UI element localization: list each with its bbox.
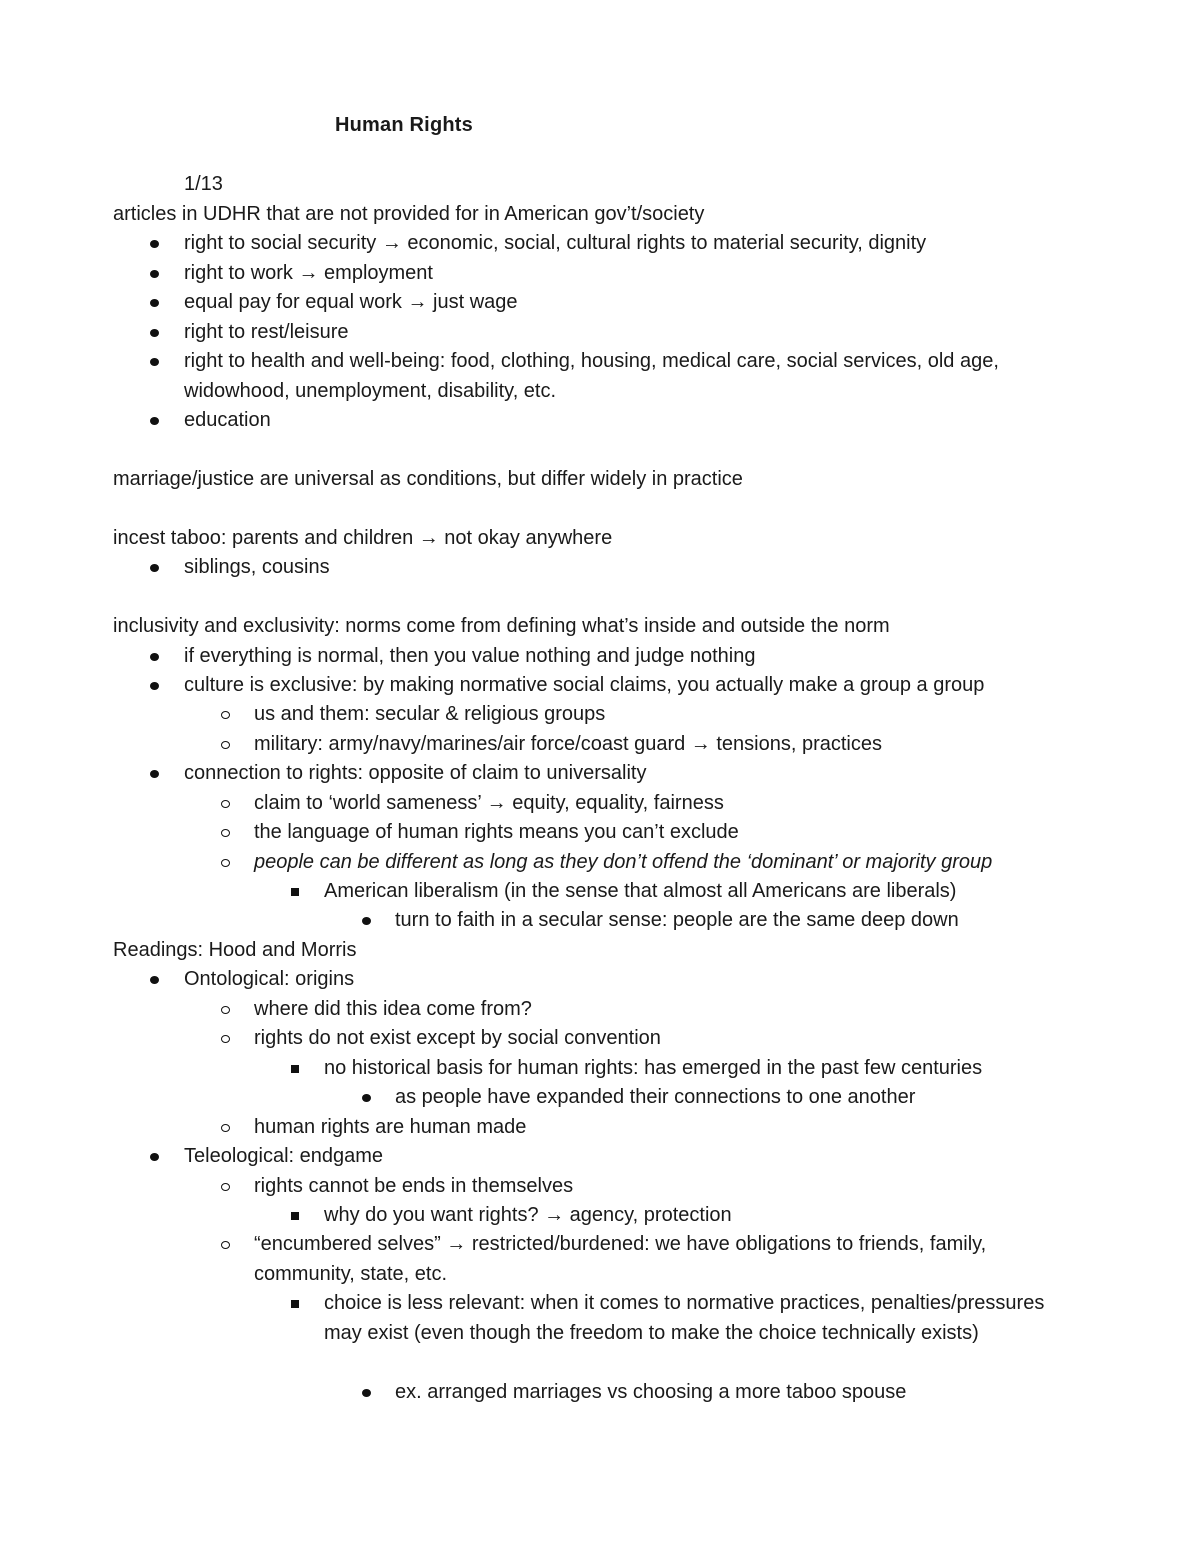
note-line: inclusivity and exclusivity: norms come from defining what’s inside and outside the norm <box>113 615 890 637</box>
disc-bullet-icon <box>150 329 159 337</box>
list-item-italic: people can be different as long as they don’t offend the ‘dominant’ or majority group <box>254 851 993 873</box>
disc-bullet-icon <box>150 976 159 984</box>
note-line: articles in UDHR that are not provided for in American gov’t/society <box>113 203 705 225</box>
document-title: Human Rights <box>335 114 473 136</box>
circle-bullet-icon <box>221 800 230 808</box>
list-item: turn to faith in a secular sense: people are the same deep down <box>395 909 959 931</box>
list-item: “encumbered selves” → restricted/burdened: we have obligations to friends, family, community, state, etc. <box>254 1233 987 1285</box>
disc-bullet-icon <box>150 770 159 778</box>
note-line: marriage/justice are universal as conditions, but differ widely in practice <box>113 468 743 490</box>
list-item: right to work → employment <box>184 262 433 284</box>
list-item: connection to rights: opposite of claim to universality <box>184 762 647 784</box>
list-item: the language of human rights means you can’t exclude <box>254 821 739 843</box>
circle-bullet-icon <box>221 1035 230 1043</box>
square-bullet-icon <box>291 1065 299 1073</box>
disc-bullet-icon <box>150 417 159 425</box>
square-bullet-icon <box>291 888 299 896</box>
square-bullet-icon <box>291 1300 299 1308</box>
disc-bullet-icon <box>150 682 159 690</box>
list-item: military: army/navy/marines/air force/coast guard → tensions, practices <box>254 733 882 755</box>
list-item: Ontological: origins <box>184 968 355 990</box>
list-item: ex. arranged marriages vs choosing a more taboo spouse <box>395 1381 907 1403</box>
circle-bullet-icon <box>221 1006 230 1014</box>
list-item: right to rest/leisure <box>184 321 349 343</box>
list-item: rights cannot be ends in themselves <box>254 1175 574 1197</box>
list-item: if everything is normal, then you value nothing and judge nothing <box>184 645 756 667</box>
list-item: why do you want rights? → agency, protection <box>324 1204 732 1226</box>
list-item: no historical basis for human rights: has emerged in the past few centuries <box>324 1057 983 1079</box>
list-item: human rights are human made <box>254 1116 527 1138</box>
note-line: incest taboo: parents and children → not okay anywhere <box>113 527 613 549</box>
list-item: right to health and well-being: food, clothing, housing, medical care, social services, old age, widowhood, unemployment, disability, etc. <box>184 350 999 402</box>
list-item: as people have expanded their connections to one another <box>395 1086 916 1108</box>
list-item: Teleological: endgame <box>184 1145 384 1167</box>
list-item: equal pay for equal work → just wage <box>184 291 518 313</box>
list-item: claim to ‘world sameness’ → equity, equality, fairness <box>254 792 724 814</box>
disc-bullet-icon <box>362 917 371 925</box>
list-item: us and them: secular & religious groups <box>254 703 606 725</box>
list-item: American liberalism (in the sense that almost all Americans are liberals) <box>324 880 957 902</box>
list-item: siblings, cousins <box>184 556 330 578</box>
readings-heading: Readings: Hood and Morris <box>113 939 357 961</box>
circle-bullet-icon <box>221 741 230 749</box>
list-item: education <box>184 409 271 431</box>
list-item: where did this idea come from? <box>254 998 532 1020</box>
list-item: culture is exclusive: by making normative social claims, you actually make a group a group <box>184 674 985 696</box>
disc-bullet-icon <box>362 1094 371 1102</box>
circle-bullet-icon <box>221 829 230 837</box>
date-heading: 1/13 <box>184 173 223 195</box>
disc-bullet-icon <box>150 299 159 307</box>
disc-bullet-icon <box>362 1389 371 1397</box>
circle-bullet-icon <box>221 1241 230 1249</box>
circle-bullet-icon <box>221 1183 230 1191</box>
circle-bullet-icon <box>221 711 230 719</box>
disc-bullet-icon <box>150 1153 159 1161</box>
list-item: choice is less relevant: when it comes to normative practices, penalties/pressures may exist (even though the freedom to make the choice technically exists) <box>324 1292 1045 1344</box>
disc-bullet-icon <box>150 653 159 661</box>
disc-bullet-icon <box>150 564 159 572</box>
square-bullet-icon <box>291 1212 299 1220</box>
circle-bullet-icon <box>221 1124 230 1132</box>
list-item: rights do not exist except by social convention <box>254 1027 661 1049</box>
disc-bullet-icon <box>150 270 159 278</box>
disc-bullet-icon <box>150 358 159 366</box>
list-item: right to social security → economic, social, cultural rights to material security, dignity <box>184 232 927 254</box>
disc-bullet-icon <box>150 240 159 248</box>
circle-bullet-icon <box>221 859 230 867</box>
